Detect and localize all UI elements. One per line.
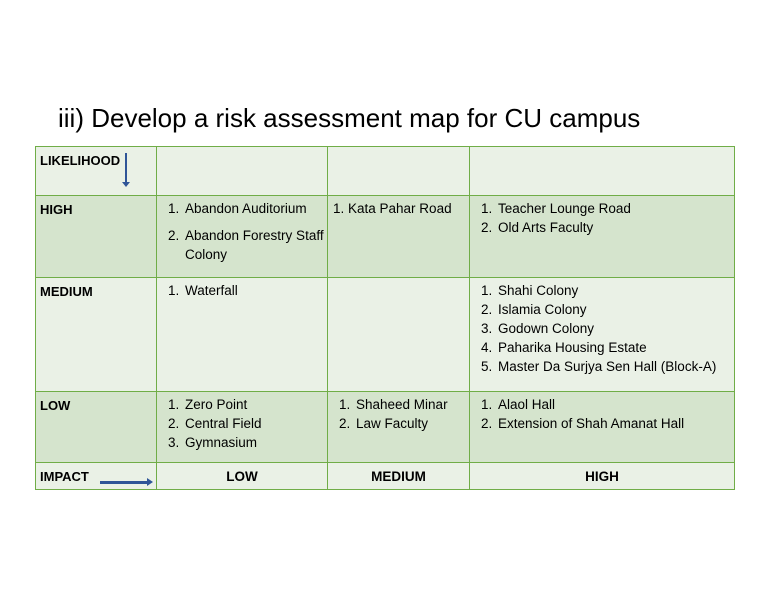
impact-level-high: HIGH	[470, 463, 735, 490]
cell-medium-high	[470, 278, 735, 392]
empty-cell	[157, 147, 328, 196]
cell-low-high	[470, 392, 735, 463]
table-row-low	[36, 392, 735, 463]
slide-title: iii) Develop a risk assessment map for CU campus	[58, 103, 641, 133]
list-item: 1. Abandon Auditorium	[183, 199, 327, 218]
impact-label: IMPACT	[40, 469, 89, 484]
cell-high-medium	[328, 196, 470, 278]
list-item: 2. Old Arts Faculty	[496, 218, 734, 237]
impact-level-medium: MEDIUM	[328, 463, 470, 490]
impact-header-row	[36, 463, 735, 490]
empty-cell	[328, 147, 470, 196]
list-item: 2. Law Faculty	[354, 414, 469, 433]
list-item: 1. Zero Point	[183, 395, 327, 414]
likelihood-header-row	[36, 147, 735, 196]
down-arrow-icon	[125, 153, 127, 183]
list-item: 2. Extension of Shah Amanat Hall	[496, 414, 734, 433]
cell-low-medium	[328, 392, 470, 463]
cell-medium-medium	[328, 278, 470, 392]
list-item: 4. Paharika Housing Estate	[496, 338, 734, 357]
likelihood-label: LIKELIHOOD	[40, 153, 121, 168]
list-item: 1. Alaol Hall	[496, 395, 734, 414]
likelihood-level-high: HIGH	[36, 196, 157, 278]
table-row-medium	[36, 278, 735, 392]
list-item: 3. Gymnasium	[183, 433, 327, 452]
cell-high-high	[470, 196, 735, 278]
right-arrow-icon	[100, 481, 147, 484]
cell-medium-low	[157, 278, 328, 392]
list-item: 2. Abandon Forestry Staff Colony	[183, 226, 327, 264]
table-row-high	[36, 196, 735, 278]
list-item: 1. Shahi Colony	[496, 281, 734, 300]
likelihood-level-low: LOW	[36, 392, 157, 463]
list-item: 1. Teacher Lounge Road	[496, 199, 734, 218]
list-item: 2. Central Field	[183, 414, 327, 433]
list-item: 1. Waterfall	[183, 281, 327, 300]
list-item: 1. Shaheed Minar	[354, 395, 469, 414]
list-item: 3. Godown Colony	[496, 319, 734, 338]
impact-header-cell	[36, 463, 157, 490]
empty-cell	[470, 147, 735, 196]
list-item: 2. Islamia Colony	[496, 300, 734, 319]
cell-high-low	[157, 196, 328, 278]
likelihood-header-cell	[36, 147, 157, 196]
likelihood-level-medium: MEDIUM	[36, 278, 157, 392]
impact-level-low: LOW	[157, 463, 328, 490]
risk-assessment-table	[35, 146, 735, 490]
list-item: 5. Master Da Surjya Sen Hall (Block-A)	[496, 357, 734, 376]
list-item: 1. Kata Pahar Road	[333, 201, 452, 216]
cell-low-low	[157, 392, 328, 463]
